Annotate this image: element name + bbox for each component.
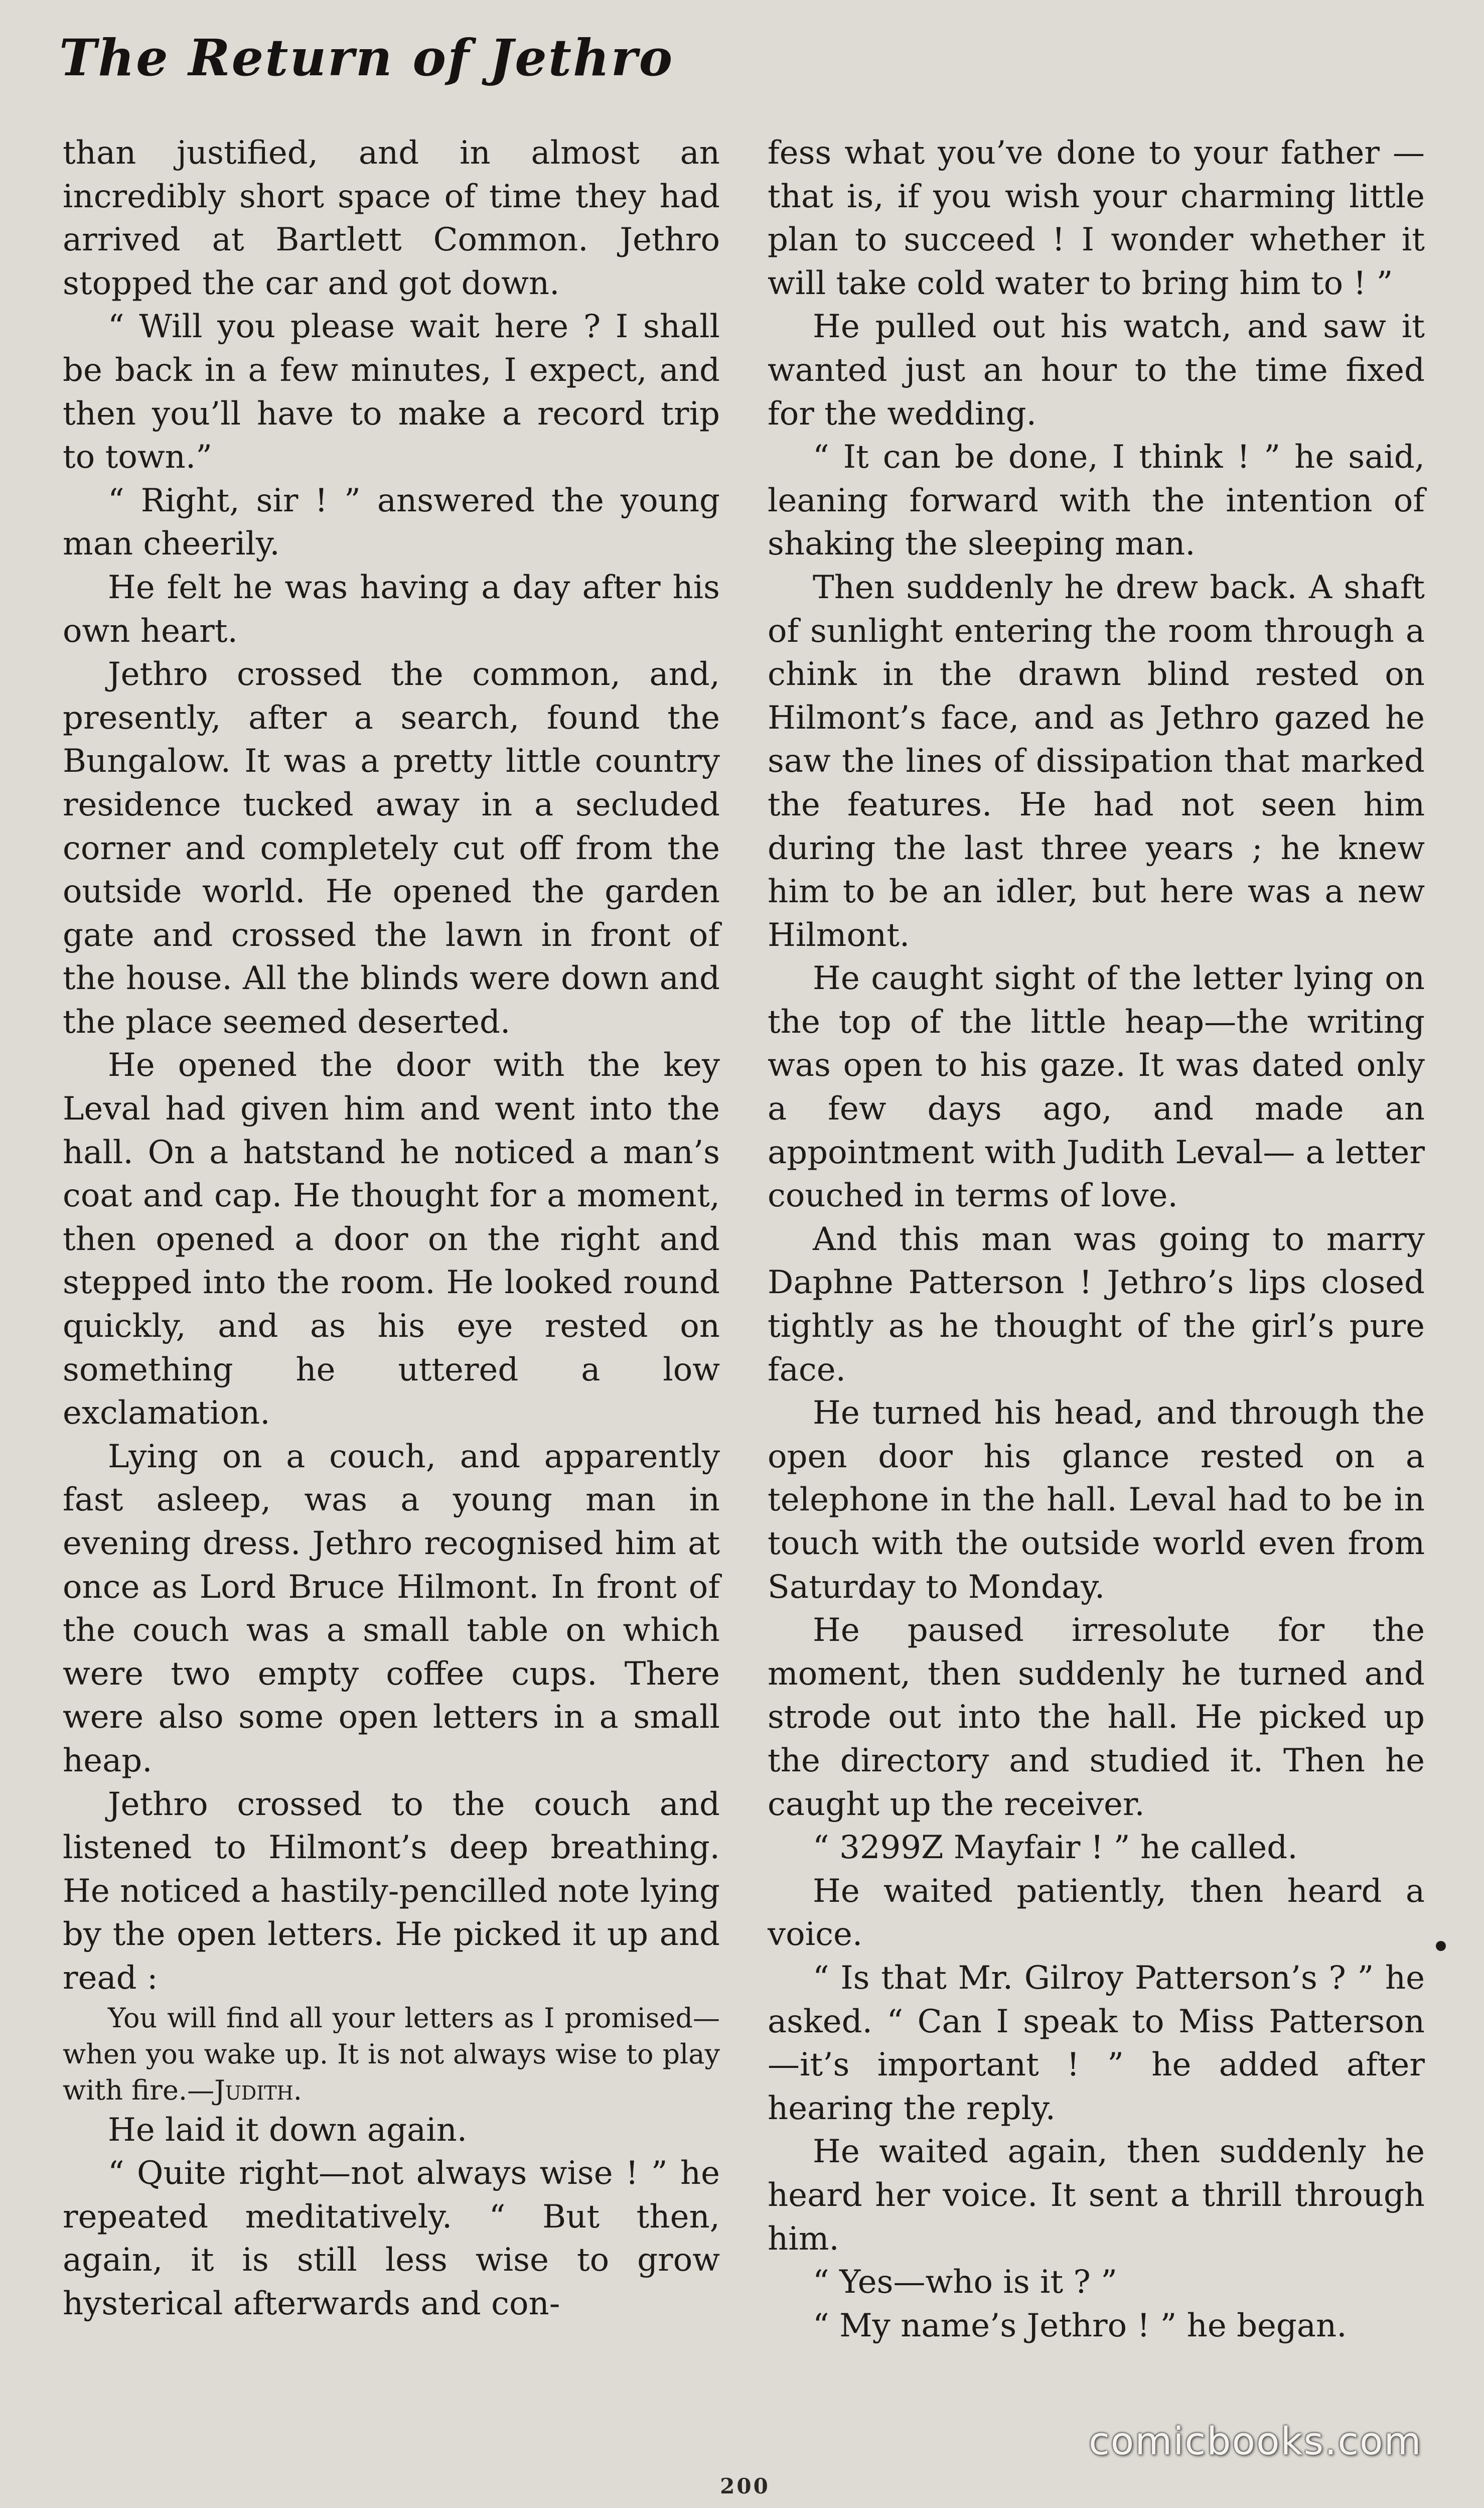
paragraph: “ Yes—who is it ? ”	[813, 2264, 1117, 2301]
ink-dot	[1436, 1941, 1446, 1951]
paragraph: Lying on a couch, and apparently fast asleep, was a young man in evening dress. Jethro recognised him at once as Lord Bruce Hilmont. In front of the couch was a small table on which were two empty coffee cups. There were also some open letters in a small heap.	[63, 1438, 720, 1779]
paragraph: than justified, and in almost an incredibly short space of time they had arrived at Bartlett Common. Jethro stopped the car and got down.	[63, 134, 720, 302]
right-column	[768, 131, 1425, 2347]
paragraph: “ Will you please wait here ? I shall be back in a few minutes, I expect, and then you’ll have to make a record trip to town.”	[63, 308, 720, 476]
paragraph: He waited patiently, then heard a voice.	[768, 1872, 1425, 1954]
left-column	[63, 131, 720, 2326]
paragraph: He pulled out his watch, and saw it wanted just an hour to the time fixed for the wedding.	[768, 308, 1425, 433]
paragraph: “ My name’s Jethro ! ” he began.	[813, 2307, 1347, 2344]
paragraph: Then suddenly he drew back. A shaft of sunlight entering the room through a chink in the drawn blind rested on Hilmont’s face, and as Jethro gazed he saw the lines of dissipation that marked the features. He had not seen him during the last three years ; he knew him to be an idler, but here was a new Hilmont.	[768, 569, 1425, 954]
paragraph: Jethro crossed to the couch and listened to Hilmont’s deep breathing. He noticed a hastily-pencilled note lying by the open letters. He picked it up and read :	[63, 1785, 720, 1997]
paragraph: Jethro crossed the common, and, presently, after a search, found the Bungalow. It was a pretty little country residence tucked away in a secluded corner and completely cut off from the outside world. He opened the garden gate and crossed the lawn in front of the house. All the blinds were down and the place seemed deserted.	[63, 656, 720, 1041]
paragraph: He turned his head, and through the open door his glance rested on a telephone in the hall. Leval had to be in touch with the outside world even from Saturday to Monday.	[768, 1395, 1425, 1606]
paragraph: He caught sight of the letter lying on the top of the little heap—the writing was open to his gaze. It was dated only a few days ago, and made an appointment with Judith Leval— a letter couched in terms of love.	[768, 960, 1425, 1215]
paragraph: He waited again, then suddenly he heard her voice. It sent a thrill through him.	[768, 2133, 1425, 2258]
note-signature: Judith.	[214, 2074, 302, 2106]
paragraph: He felt he was having a day after his own heart.	[63, 569, 720, 650]
paragraph: fess what you’ve done to your father —that is, if you wish your charming little plan to succeed ! I wonder whether it will take cold water to bring him to ! ”	[768, 134, 1425, 302]
paragraph: He paused irresolute for the moment, then suddenly he turned and strode out into the hall. He picked up the directory and studied it. Then he caught up the receiver.	[768, 1612, 1425, 1823]
paragraph: And this man was going to marry Daphne Patterson ! Jethro’s lips closed tightly as he thought of the girl’s pure face.	[768, 1220, 1425, 1388]
pencilled-note	[63, 2000, 720, 2109]
paragraph: He laid it down again.	[108, 2111, 468, 2149]
paragraph: “ Is that Mr. Gilroy Patterson’s ? ” he asked. “ Can I speak to Miss Patterson—it’s important ! ” he added after hearing the reply.	[768, 1959, 1425, 2127]
paragraph: “ Quite right—not always wise ! ” he repeated meditatively. “ But then, again, it is still less wise to grow hysterical afterwards and con-	[63, 2155, 720, 2322]
page-number: 200	[720, 2474, 770, 2498]
watermark: comicbooks.com	[1089, 2419, 1422, 2463]
paragraph: He opened the door with the key Leval had given him and went into the hall. On a hatstand he noticed a man’s coat and cap. He thought for a moment, then opened a door on the right and stepped into the room. He looked round quickly, and as his eye rested on something he uttered a low exclamation.	[63, 1047, 720, 1432]
page-title: The Return of Jethro	[59, 28, 674, 87]
note-text: You will find all your letters as I promised—when you wake up. It is not always wise to play with fire.—	[63, 2002, 720, 2106]
paragraph: “ 3299Z Mayfair ! ” he called.	[813, 1829, 1298, 1867]
paragraph: “ Right, sir ! ” answered the young man cheerily.	[63, 482, 720, 563]
paragraph: “ It can be done, I think ! ” he said, leaning forward with the intention of shaking the sleeping man.	[768, 439, 1425, 563]
